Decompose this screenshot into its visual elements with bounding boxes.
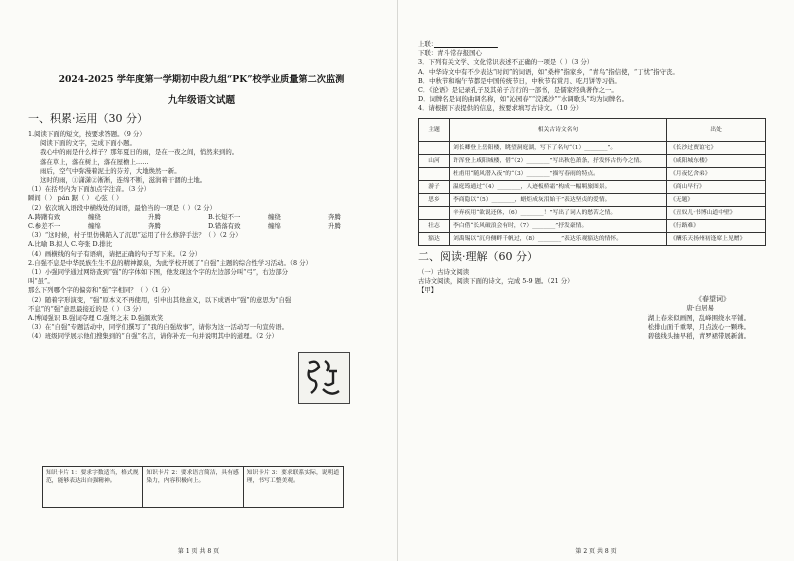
q3-option: B．中秋节和端午节都是中国传统节日，中秋节有赏月、吃月饼等习俗。 bbox=[418, 76, 621, 85]
q1-sub3: （3）“这时候，村子里仿佛陷入了沉思”运用了什么修辞手法？（ ）（2 分） bbox=[28, 231, 242, 240]
table-cell: 李白借“长风破浪会有时，（7）________”抒发豪情。 bbox=[450, 219, 667, 232]
knowledge-card: 知识卡片 2：要求语言简洁，具有感染力，内容积极向上。 bbox=[143, 467, 243, 507]
option-cell: 奔腾 bbox=[328, 212, 341, 221]
table-header: 相关古诗文名句 bbox=[450, 118, 667, 141]
passage-line: 这时的雨，①潇潇②淅淅，连绵不断，滋润着干涸的土地。 bbox=[40, 176, 207, 185]
q2-sub3: （3）在“自强”专题活动中，同学们撰写了“我的自强故事”，请你为这一活动写一句宣传语。 bbox=[28, 323, 288, 332]
option-cell: B.长短不一 bbox=[208, 212, 241, 221]
passage-line: 落在草上，落在树上，落在屋檐上…… bbox=[40, 157, 149, 166]
jia-label: 【甲】 bbox=[418, 286, 438, 295]
table-cell bbox=[419, 167, 450, 180]
passage-line: 阅读下面的文字，完成下面小题。 bbox=[40, 139, 136, 148]
knowledge-card: 知识卡片 3：要求联系实际，说明道理，书写工整美观。 bbox=[246, 470, 340, 484]
table-cell bbox=[419, 141, 450, 154]
table-cell: 温庭筠通过“（4）________，人迹板桥霜”构成一幅羁旅图景。 bbox=[450, 180, 667, 193]
glyph-drawing bbox=[299, 353, 349, 403]
poem-title: 《春望词》 bbox=[695, 295, 730, 304]
page-footer-left: 第 1 页 共 8 页 bbox=[177, 548, 220, 555]
knowledge-cards bbox=[42, 466, 344, 508]
table-cell: 游子 bbox=[419, 180, 450, 193]
table-row bbox=[419, 180, 766, 193]
option-cell: 缠绕 bbox=[88, 212, 101, 221]
knowledge-card: 知识卡片 1：要求字数适当，格式规范，能够表达出自强精神。 bbox=[43, 467, 143, 507]
poem-line: 碧毯线头抽早稻，青罗裙带展新蒲。 bbox=[647, 332, 750, 341]
table-header: 主题 bbox=[419, 118, 450, 141]
exam-title: 2024-2025 学年度第一学期初中段九组“PK”校学业质量第二次监测 bbox=[58, 74, 345, 85]
q3-option: C．《论语》是记录孔子及其弟子言行的一部书，是儒家经典著作之一。 bbox=[418, 86, 618, 95]
q1-options bbox=[28, 213, 375, 231]
table-header: 出处 bbox=[667, 118, 766, 141]
q2-sub4: （4）班级同学展示他们搜集到的“自强”名言，请你补充一句并说明其中的道理。（2 分） bbox=[28, 332, 278, 341]
table-cell: 《咸阳城东楼》 bbox=[667, 154, 766, 167]
table-cell: 李商隐以“（5）________，蜡炬成灰泪始干”表达坚贞的爱情。 bbox=[450, 193, 667, 206]
option-cell: 奔腾 bbox=[148, 222, 161, 231]
passage-line: 雨后，空气中弥漫着泥土的芬芳，大地焕然一新。 bbox=[40, 166, 181, 175]
table-row bbox=[419, 193, 766, 206]
option-cell: 升腾 bbox=[148, 212, 161, 221]
q4-title: 4．请根据下表提供的信息，按要求填写古诗文。（10 分） bbox=[418, 104, 583, 113]
exam-subtitle: 九年级语文试题 bbox=[167, 95, 236, 106]
table-cell: 壮志 bbox=[419, 219, 450, 232]
table-row bbox=[419, 219, 766, 232]
table-cell: 《长沙过贾谊宅》 bbox=[667, 141, 766, 154]
q1-sub3-options: A.比喻 B.拟人 C.夸张 D.排比 bbox=[28, 240, 113, 249]
table-row bbox=[419, 232, 766, 245]
table-cell: 《行路难》 bbox=[667, 219, 766, 232]
q3-title: 3．下列有关文学、文化常识表述不正确的一项是（ ）（3 分） bbox=[418, 58, 594, 67]
table-cell: 《商山早行》 bbox=[667, 180, 766, 193]
option-cell: 升腾 bbox=[328, 222, 341, 231]
table-cell: 《月夜忆舍弟》 bbox=[667, 167, 766, 180]
table-cell: 《丑奴儿·书博山道中壁》 bbox=[667, 206, 766, 219]
poem-line: 湖上春来似画图，乱峰围绕水平铺。 bbox=[647, 313, 750, 322]
table-row bbox=[419, 141, 766, 154]
q1-sub1-items: 瞬间（ ） pán 踞（ ） 心弦（ ） bbox=[28, 194, 123, 203]
option-cell: 缠绕 bbox=[268, 212, 281, 221]
poem-line: 松排山面千重翠，月点波心一颗珠。 bbox=[647, 322, 750, 331]
q2-sub1b: 那么下列哪个字的偏旁和“强”字相同？（ ）（1 分） bbox=[28, 286, 174, 295]
option-cell: C.参差不一 bbox=[28, 222, 61, 231]
q2-title: 2.自强不息是中华民族生生不息的精神源泉，为此学校开展了“自强”主题的综合性学习活动。（8 分） bbox=[28, 258, 312, 267]
option-cell: 缠绵 bbox=[268, 222, 281, 231]
section-2-title: 二、阅读·理解（60 分） bbox=[418, 249, 538, 263]
reading-subsection: （一）古诗文阅读 bbox=[418, 267, 470, 276]
q1-title: 1.阅读下面的短文，按要求答题。（9 分） bbox=[28, 130, 146, 138]
table-cell bbox=[419, 206, 450, 219]
q2-sub2: （2）随着字形演变，“强”原本义不再使用，引申出其他意义，以下成语中“强”的意思为“自强不息”的“强”意思最接近的是（ ）（3 分） bbox=[28, 295, 292, 313]
table-cell: 刘禹锡以“沉舟侧畔千帆过，（8）________”表达乐观豁达的情怀。 bbox=[450, 232, 667, 245]
q3-option: D．词牌名是词的曲调名称，如“沁园春”“浣溪沙”“水调歌头”均为词牌名。 bbox=[418, 95, 629, 104]
q2-sub2-options: A.博闻强识 B.强词夺理 C.强弩之末 D.强颜欢笑 bbox=[28, 314, 164, 323]
passage-line: 我心中的雨是什么样子？那年夏日的雨，是在一夜之间，悄然来到的。 bbox=[40, 148, 239, 157]
q1-sub1: （1）在括号内为下面加点字注音。（3 分） bbox=[28, 185, 150, 194]
table-cell: 山河 bbox=[419, 154, 450, 167]
option-cell: 缠绵 bbox=[88, 222, 101, 231]
seal-script-glyph-image bbox=[298, 352, 350, 404]
option-cell: A.踌躇有致 bbox=[28, 212, 61, 221]
table-cell: 辛弃疾用“欲说还休，（6）________！”写出了词人的愁苦之情。 bbox=[450, 206, 667, 219]
table-cell: 思乡 bbox=[419, 193, 450, 206]
table-cell: 《酬乐天扬州初逢席上见赠》 bbox=[667, 232, 766, 245]
right-page bbox=[397, 0, 794, 561]
page-footer-right: 第 2 页 共 8 页 bbox=[575, 548, 617, 555]
reading-intro: 古诗文阅读，阅读下面的诗文，完成 5-9 题。（21 分） bbox=[418, 276, 574, 285]
couplet-upper: 上联： bbox=[418, 40, 434, 48]
section-1-title: 一、积累·运用（30 分） bbox=[28, 112, 148, 125]
q2-sub1: （1）小强同学通过网络查到“强”的字体如下图，他发现这个字的左边部分叫“弓”，右边部分叫“虽”。 bbox=[28, 268, 288, 286]
table-cell: 杜甫用“随风潜入夜”的“（3）________”描写春雨的特点。 bbox=[450, 167, 667, 180]
table-cell: 许浑登上咸阳城楼，借“（2）________”写出秋色萧条，抒发怀古伤今之情。 bbox=[450, 154, 667, 167]
q3-option: A．中华诗文中有不少表达“时间”的词语，如“桑梓”指家乡，“青鸟”指信使，“丁忧”指守丧。 bbox=[418, 67, 679, 76]
table-cell: 《无题》 bbox=[667, 193, 766, 206]
option-cell: D.错落有致 bbox=[208, 222, 241, 231]
table-cell: 刘长卿登上岳阳楼，眺望洞庭湖，写下了名句“（1）________”。 bbox=[450, 141, 667, 154]
table-header-row bbox=[419, 118, 766, 141]
poem-table bbox=[418, 118, 766, 246]
table-row bbox=[419, 206, 766, 219]
poem-author: 唐·白居易 bbox=[686, 304, 714, 313]
q1-sub2: （2）依次填入语段中横线处的词语，最恰当的一项是（ ）（2 分） bbox=[28, 203, 216, 212]
q1-sub4: （4）画横线的句子有语病，请把正确的句子写下来。（2 分） bbox=[28, 249, 202, 258]
table-cell: 豁达 bbox=[419, 232, 450, 245]
couplet-lower: 下联：青斗常存报国心 bbox=[418, 49, 482, 58]
table-row bbox=[419, 167, 766, 180]
table-row bbox=[419, 154, 766, 167]
